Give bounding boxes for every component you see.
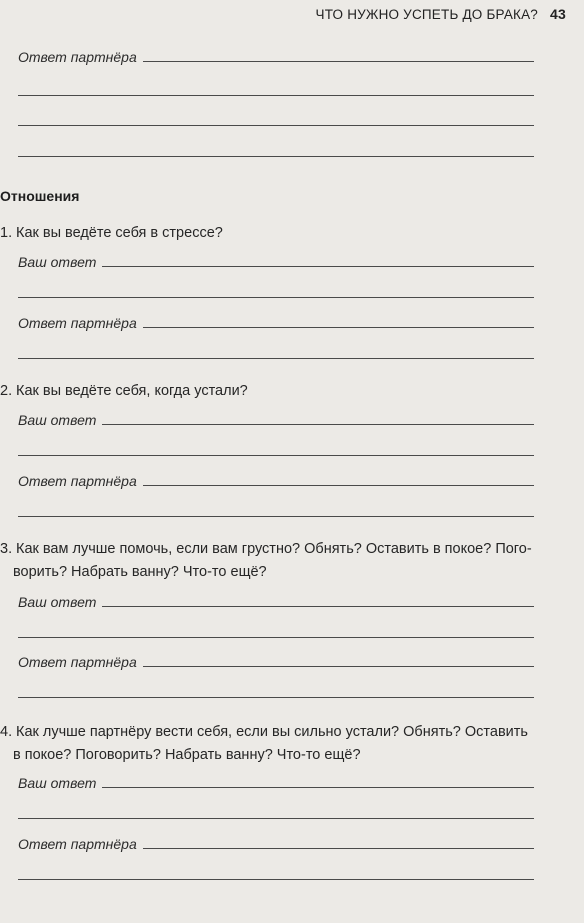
answer-line[interactable] (18, 95, 534, 96)
answer-line[interactable] (18, 156, 534, 157)
answer-line[interactable] (143, 665, 534, 667)
partner-answer-label: Ответ партнёра (18, 473, 137, 489)
answer-line[interactable] (102, 605, 534, 607)
question-2 (0, 380, 544, 403)
your-answer-row-q2[interactable] (18, 413, 534, 427)
answer-line[interactable] (18, 879, 534, 880)
partner-answer-row-top[interactable] (18, 50, 534, 64)
your-answer-label: Ваш ответ (18, 775, 97, 791)
partner-answer-label: Ответ партнёра (18, 654, 137, 670)
question-text: Как вы ведёте себя, когда устали? (16, 383, 248, 399)
your-answer-row-q3[interactable] (18, 595, 534, 609)
answer-line[interactable] (18, 516, 534, 517)
partner-answer-row-q2[interactable] (18, 474, 534, 488)
question-number: 3. (0, 541, 13, 557)
question-1 (0, 222, 544, 245)
answer-line[interactable] (18, 818, 534, 819)
partner-answer-label: Ответ партнёра (18, 315, 137, 331)
answer-line[interactable] (143, 847, 534, 849)
question-number: 4. (0, 724, 13, 740)
answer-line[interactable] (143, 326, 534, 328)
page-number: 43 (550, 6, 566, 22)
answer-line[interactable] (143, 484, 534, 486)
your-answer-row-q1[interactable] (18, 255, 534, 269)
answer-line[interactable] (18, 455, 534, 456)
section-title: Отношения (0, 188, 80, 204)
question-4 (0, 721, 544, 767)
running-header (316, 6, 567, 22)
question-text-line-1: Как вам лучше помочь, если вам грустно? Обнять? Оставить в покое? Пого- (16, 541, 532, 557)
your-answer-row-q4[interactable] (18, 776, 534, 790)
question-text: Как вы ведёте себя в стрессе? (16, 225, 223, 241)
question-number: 1. (0, 225, 13, 241)
question-number: 2. (0, 383, 13, 399)
question-3 (0, 538, 544, 584)
partner-answer-row-q3[interactable] (18, 655, 534, 669)
answer-line[interactable] (18, 637, 534, 638)
answer-line[interactable] (18, 358, 534, 359)
partner-answer-row-q1[interactable] (18, 316, 534, 330)
partner-answer-row-q4[interactable] (18, 837, 534, 851)
answer-line[interactable] (102, 265, 534, 267)
answer-line[interactable] (143, 60, 534, 62)
your-answer-label: Ваш ответ (18, 594, 97, 610)
answer-line[interactable] (102, 423, 534, 425)
running-header-title: ЧТО НУЖНО УСПЕТЬ ДО БРАКА? (315, 7, 539, 22)
answer-line[interactable] (18, 297, 534, 298)
answer-line[interactable] (102, 786, 534, 788)
answer-line[interactable] (18, 125, 534, 126)
your-answer-label: Ваш ответ (18, 412, 97, 428)
question-text-line-2: в покое? Поговорить? Набрать ванну? Что-то ещё? (13, 747, 361, 763)
your-answer-label: Ваш ответ (18, 254, 97, 270)
partner-answer-label: Ответ партнёра (18, 49, 137, 65)
question-text-line-1: Как лучше партнёру вести себя, если вы сильно устали? Обнять? Оставить (16, 724, 528, 740)
answer-line[interactable] (18, 697, 534, 698)
partner-answer-label: Ответ партнёра (18, 836, 137, 852)
question-text-line-2: ворить? Набрать ванну? Что-то ещё? (13, 564, 267, 580)
